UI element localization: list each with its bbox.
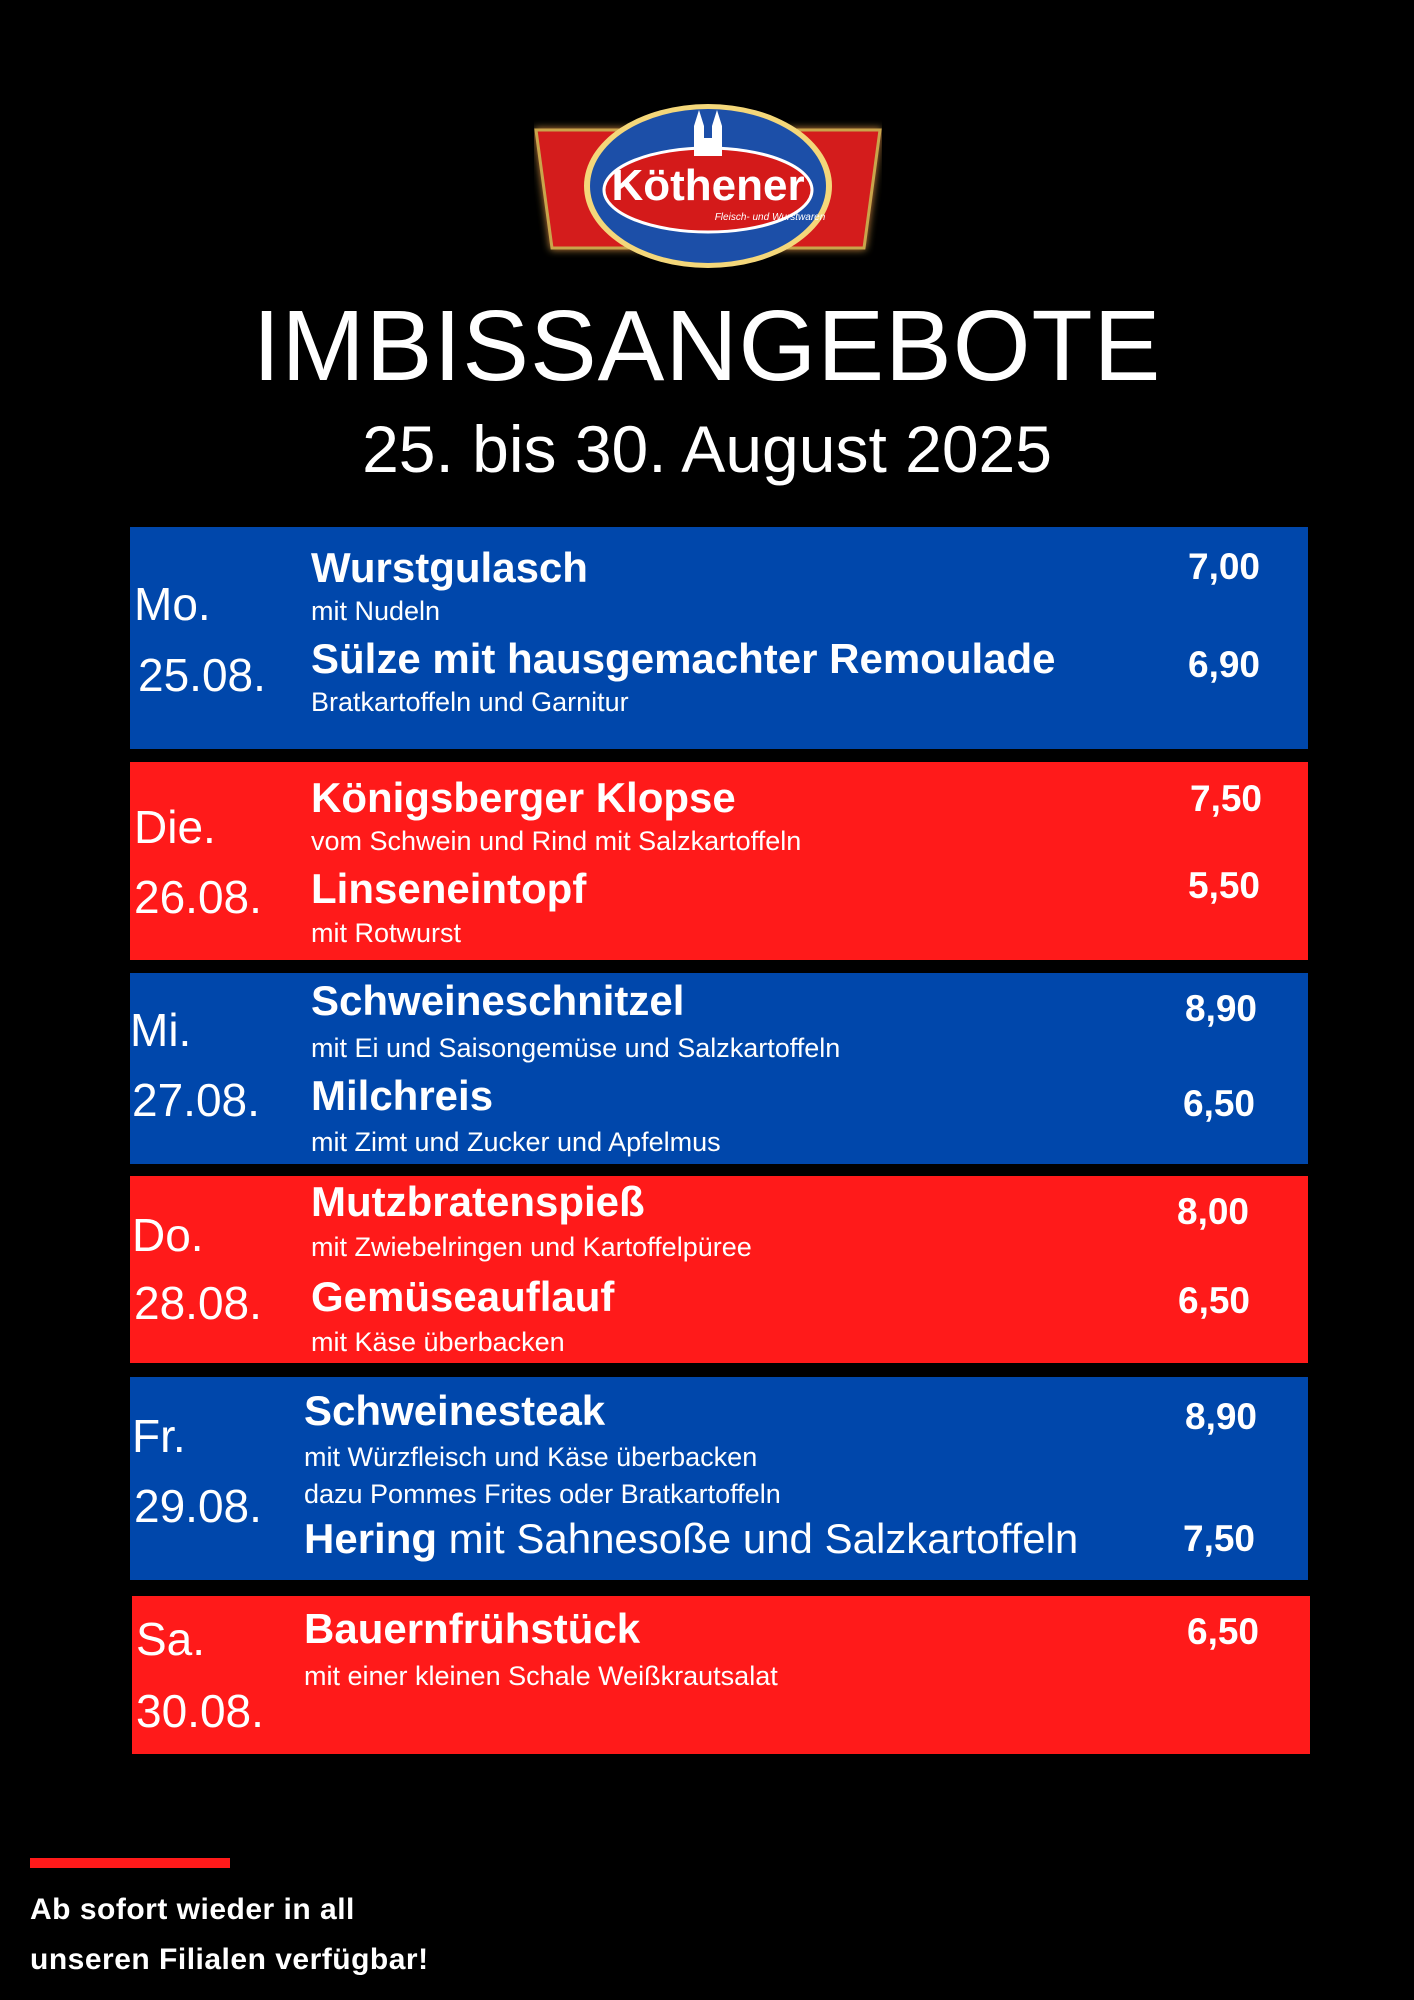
date-range: 25. bis 30. August 2025 [362, 412, 1052, 486]
day-block-tuesday [130, 762, 1308, 960]
dish-name-bold: Hering [304, 1515, 438, 1562]
dish-name-suffix: mit Sahnesoße und Salzkartoffeln [437, 1515, 1079, 1562]
dish-price: 7,50 [1190, 778, 1263, 819]
dish-price: 8,00 [1177, 1191, 1250, 1232]
dish-price: 7,00 [1188, 546, 1261, 587]
day-block-friday [130, 1377, 1308, 1580]
dish-description: mit Würzfleisch und Käse überbacken [304, 1442, 758, 1472]
dish-name: Linseneintopf [311, 865, 587, 912]
dish-description: vom Schwein und Rind mit Salzkartoffeln [311, 826, 802, 856]
day-block-thursday [130, 1176, 1308, 1363]
dish-price: 6,50 [1187, 1611, 1260, 1652]
dish-price: 6,90 [1188, 644, 1261, 685]
dish-description: mit Rotwurst [311, 918, 462, 948]
dish-description: mit einer kleinen Schale Weißkrautsalat [304, 1661, 778, 1691]
day-date: 26.08. [134, 871, 262, 923]
day-date: 29.08. [134, 1480, 262, 1532]
dish-description-2: dazu Pommes Frites oder Bratkartoffeln [304, 1479, 781, 1509]
dish-name: Gemüseauflauf [311, 1273, 615, 1320]
dish-name: Mutzbratenspieß [311, 1178, 645, 1225]
dish-name: Schweinesteak [304, 1387, 606, 1434]
dish-name: Wurstgulasch [311, 544, 588, 591]
dish-name: Königsberger Klopse [311, 774, 736, 821]
dish-price: 6,50 [1178, 1280, 1251, 1321]
day-block-wednesday [130, 973, 1308, 1164]
dish-description: mit Ei und Saisongemüse und Salzkartoffeln [311, 1033, 841, 1063]
logo-tagline: Fleisch- und Wurstwaren [714, 212, 826, 223]
day-name: Sa. [136, 1613, 206, 1665]
dish-name: Sülze mit hausgemachter Remoulade [311, 635, 1056, 682]
dish-name: Milchreis [311, 1072, 494, 1119]
footer-line-2: unseren Filialen verfügbar! [30, 1943, 429, 1976]
footer-accent-bar [30, 1858, 230, 1868]
day-block-monday [130, 527, 1308, 749]
dish-price: 6,50 [1183, 1083, 1256, 1124]
dish-description: mit Nudeln [311, 596, 441, 626]
dish-price: 7,50 [1183, 1518, 1256, 1559]
dish-description: Bratkartoffeln und Garnitur [311, 687, 629, 717]
dish-description: mit Zimt und Zucker und Apfelmus [311, 1127, 721, 1157]
dish-name: Bauernfrühstück [304, 1605, 641, 1652]
footer-line-1: Ab sofort wieder in all [30, 1893, 355, 1926]
dish-description: mit Käse überbacken [311, 1327, 565, 1357]
day-block-saturday [132, 1596, 1310, 1754]
day-date: 25.08. [138, 649, 266, 701]
dish-price: 8,90 [1185, 988, 1258, 1029]
day-name: Mo. [134, 578, 211, 630]
day-name: Mi. [130, 1004, 192, 1056]
day-date: 28.08. [134, 1277, 262, 1329]
dish-price: 8,90 [1185, 1396, 1258, 1437]
day-date: 27.08. [132, 1074, 260, 1126]
dish-name: Schweineschnitzel [311, 977, 685, 1024]
page-title: IMBISSANGEBOTE [252, 290, 1162, 402]
logo-brand: Köthener [611, 161, 805, 210]
koethener-logo [534, 98, 882, 278]
day-date: 30.08. [136, 1685, 264, 1737]
day-name: Fr. [132, 1410, 186, 1462]
day-name: Die. [134, 801, 216, 853]
dish-description: mit Zwiebelringen und Kartoffelpüree [311, 1232, 752, 1262]
dish-price: 5,50 [1188, 865, 1261, 906]
day-name: Do. [132, 1209, 204, 1261]
dish-name [304, 1515, 1079, 1562]
